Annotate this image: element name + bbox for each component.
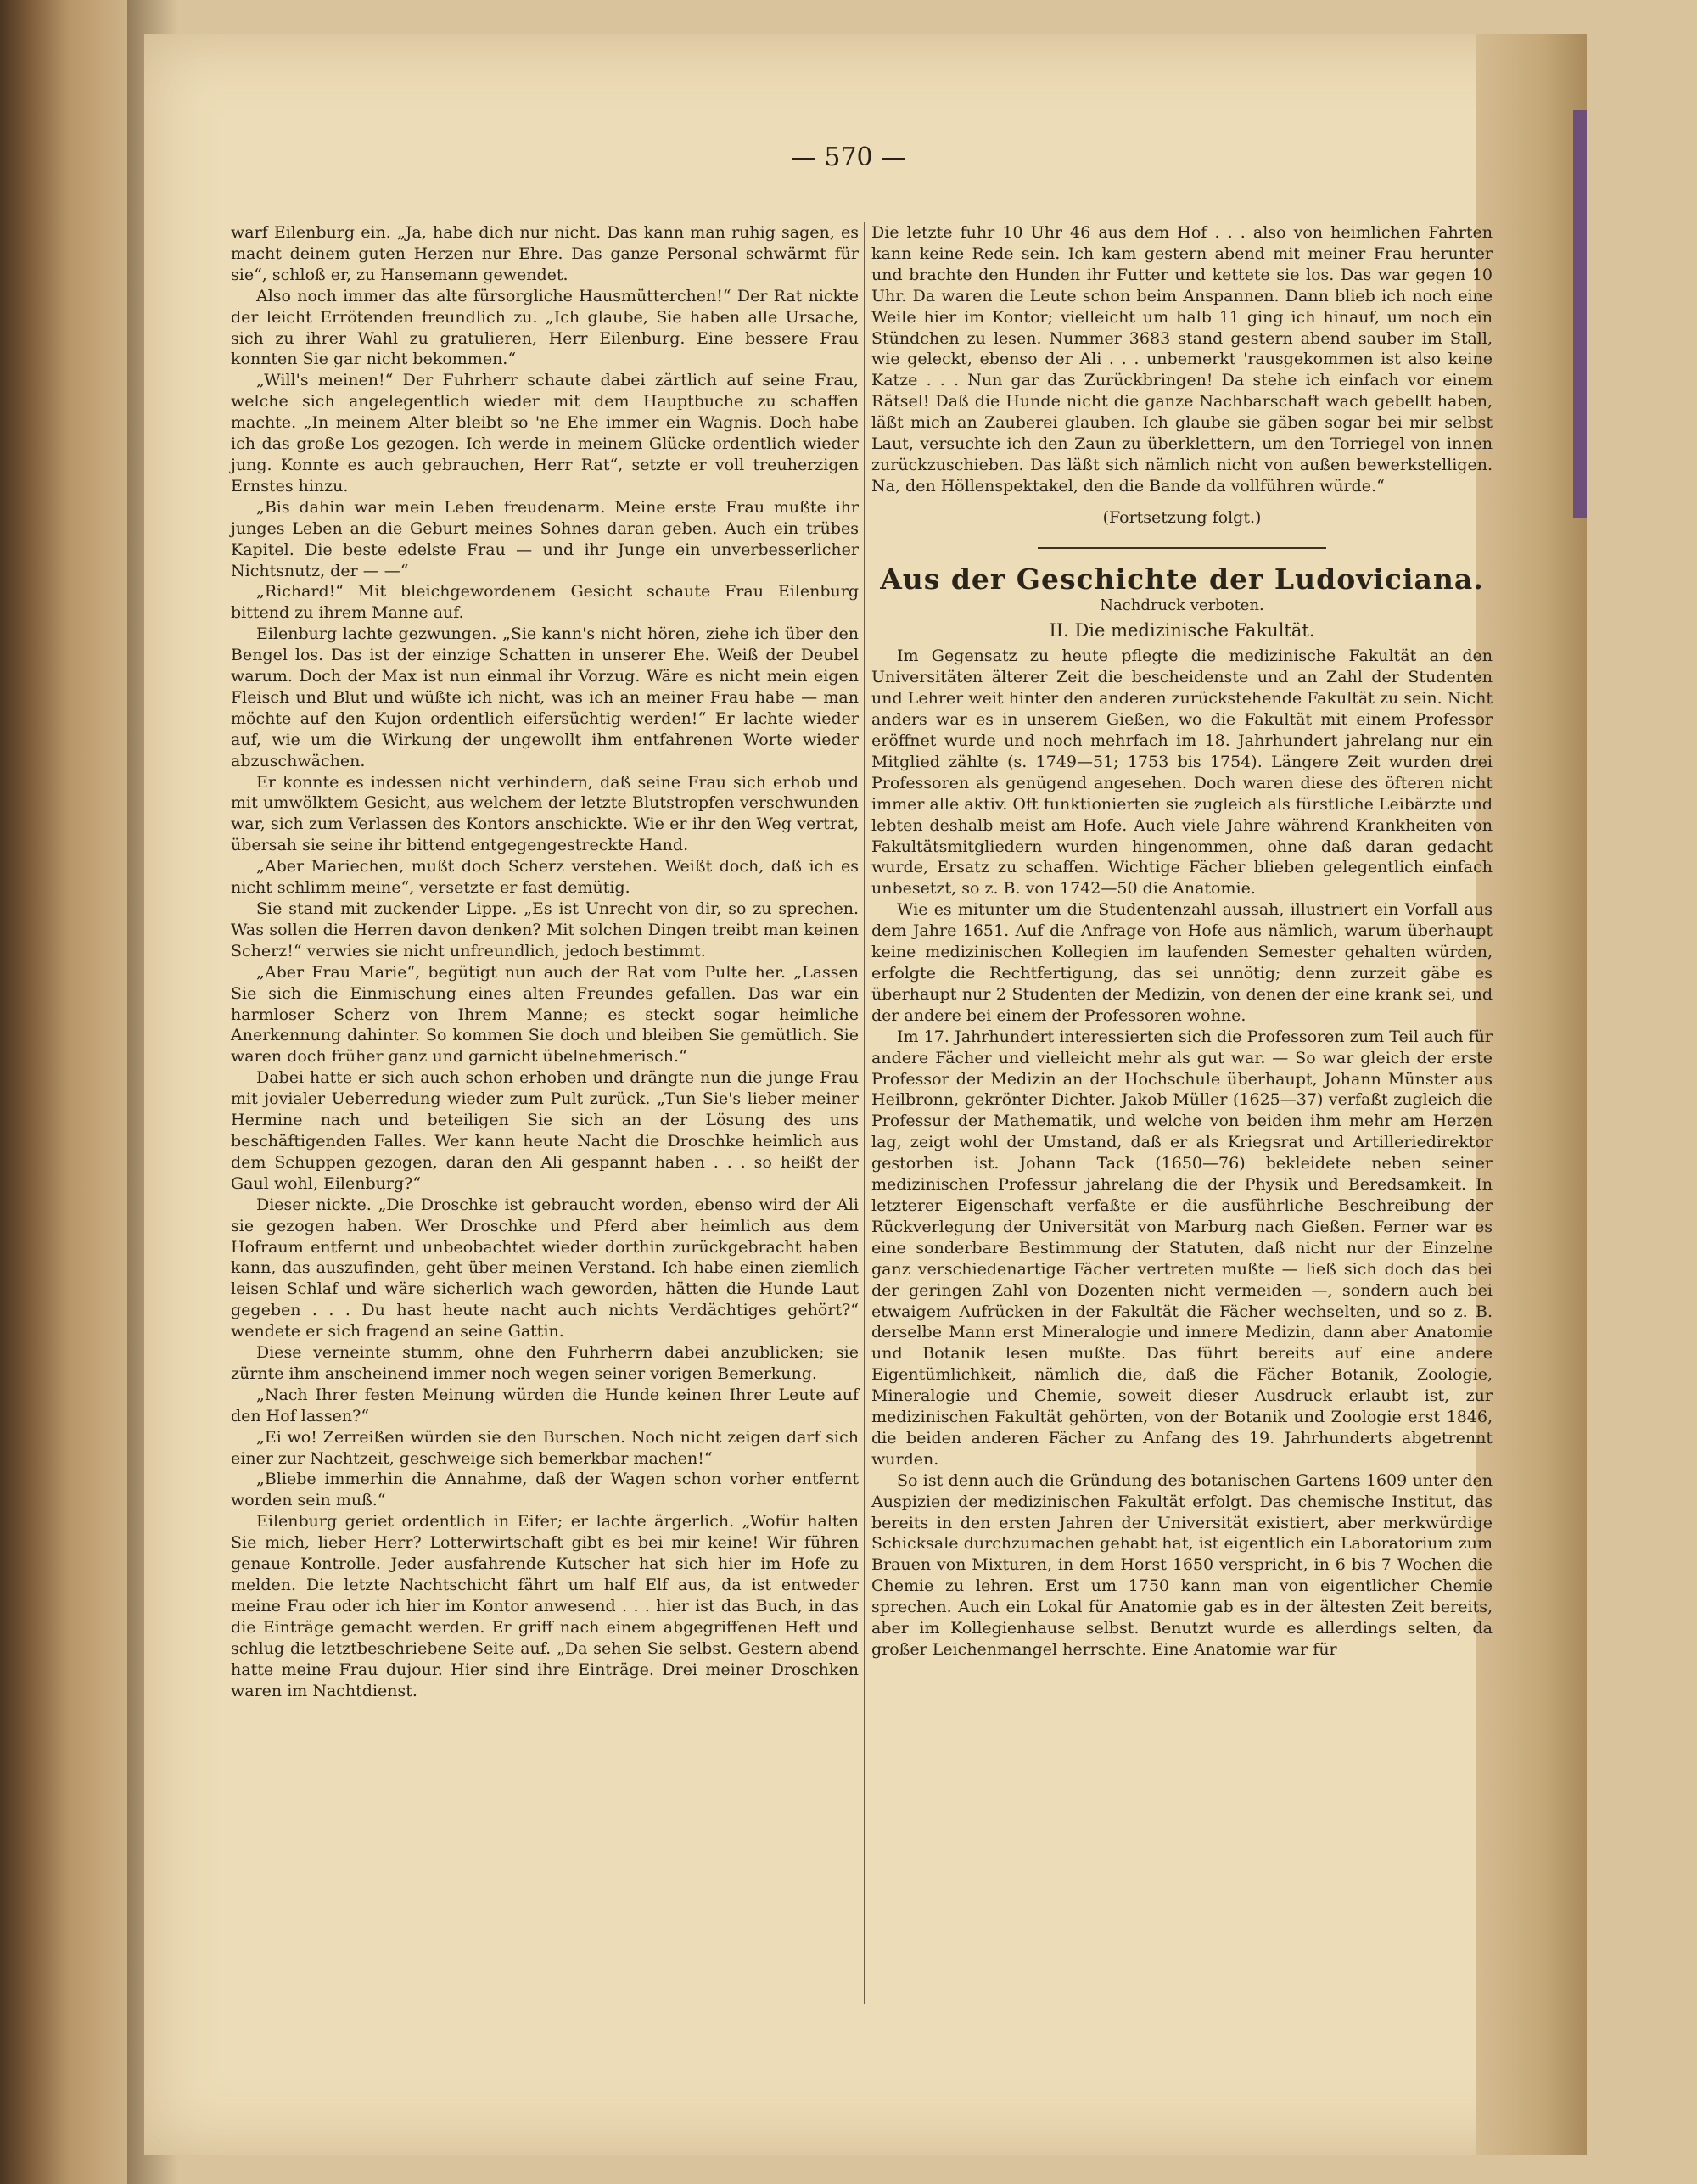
- paragraph: Eilenburg geriet ordentlich in Eifer; er lachte ärgerlich. „Wofür halten Sie mich, lieber Herr? Lotterwirtschaft gibt es bei mir keine! Wir führen genaue Kontrolle. Jeder ausfahrende Kutscher hat sich hier im Hofe zu melden. Die letzte Nachtschicht fährt um half Elf aus, da ist entweder meine Frau oder ich hier im Kontor anwesend . . . hier ist das Buch, in das die Einträge gemacht werden. Er griff nach einem abgegriffenen Heft und schlug die letztbeschriebene Seite auf. „Da sehen Sie selbst. Gestern abend hatte meine Frau dujour. Hier sind ihre Einträge. Drei meiner Droschken waren im Nachtdienst.: [231, 1512, 859, 1700]
- paragraph: „Nach Ihrer festen Meinung würden die Hunde keinen Ihrer Leute auf den Hof lassen?“: [231, 1385, 859, 1425]
- paragraph: Die letzte fuhr 10 Uhr 46 aus dem Hof . . . also von heimlichen Fahrten kann keine Rede sein. Ich kam gestern abend mit meiner Frau herunter und brachte den Hunden ihr Futter und kettete sie los. Das war gegen 10 Uhr. Da waren die Leute schon beim Anspannen. Dann blieb ich noch eine Weile hier im Kontor; vielleicht um halb 11 ging ich hinauf, um noch ein Stündchen zu lesen. Nummer 3683 stand gestern abend sauber im Stall, wie geleckt, ebenso der Ali . . . unbemerkt 'rausgekommen ist also keine Katze . . . Nun gar das Zurückbringen! Da stehe ich einfach vor einem Rätsel! Daß die Hunde nicht die ganze Nachbarschaft wach gebellt haben, läßt mich an Zauberei glauben. Ich glaube sie gäben sogar bei mir selbst Laut, versuchte ich den Zaun zu überklettern, um den Torriegel von innen zurückzuschieben. Das läßt sich nämlich nicht von außen bewerkstelligen. Na, den Höllenspektakel, den die Bande da vollführen würde.“: [871, 223, 1493, 496]
- right-column: [871, 222, 1493, 1660]
- section-heading: II. Die medizinische Fakultät.: [1049, 619, 1315, 641]
- paragraph: „Bliebe immerhin die Annahme, daß der Wagen schon vorher entfernt worden sein muß.“: [231, 1470, 859, 1510]
- book-spine: [0, 0, 127, 2184]
- paragraph: warf Eilenburg ein. „Ja, habe dich nur nicht. Das kann man ruhig sagen, es macht deinem guten Herzen nur Ehre. Das ganze Personal schwärmt für sie“, schloß er, zu Hansemann gewendet.: [231, 223, 859, 284]
- continuation-note: (Fortsetzung folgt.): [1102, 507, 1262, 527]
- paragraph: „Ei wo! Zerreißen würden sie den Burschen. Noch nicht zeigen darf sich einer zur Nachtzeit, geschweige sich bemerkbar machen!“: [231, 1427, 859, 1468]
- paragraph: Eilenburg lachte gezwungen. „Sie kann's nicht hören, ziehe ich über den Bengel los. Das ist der einzige Schatten in unserer Ehe. Weiß der Deubel warum. Doch der Max ist nun einmal ihr Vorzug. Wäre es nicht mein eigen Fleisch und Blut und wüßte ich nicht, was ich an meiner Frau habe — man möchte auf den Kujon ordentlich eifersüchtig werden!“ Er lachte wieder auf, wie um die Wirkung der ungewollt ihm entfahrenen Worte wieder abzuschwächen.: [231, 624, 859, 770]
- paragraph: So ist denn auch die Gründung des botanischen Gartens 1609 unter den Auspizien der medizinischen Fakultät erfolgt. Das chemische Institut, das bereits in den ersten Jahren der Universität existiert, aber merkwürdige Schicksale durchzumachen gehabt hat, ist eigentlich ein Laboratorium zum Brauen von Mixturen, in dem Horst 1650 verspricht, in 6 bis 7 Wochen die Chemie zu lehren. Erst um 1750 kann man von eigentlicher Chemie sprechen. Auch ein Lokal für Anatomie gab es in der ältesten Zeit bereits, aber im Kollegienhause selbst. Benutzt wurde es allerdings selten, da großer Leichenmangel herrschte. Eine Anatomie war für: [871, 1470, 1493, 1659]
- paragraph: Dabei hatte er sich auch schon erhoben und drängte nun die junge Frau mit jovialer Ueberredung wieder zum Pult zurück. „Tun Sie's lieber meiner Hermine nach und beteiligen Sie sich an der Lösung des uns beschäftigenden Falles. Wer kann heute Nacht die Droschke heimlich aus dem Schuppen gezogen, daran den Ali gespannt haben . . . so heißt der Gaul wohl, Eilenburg?“: [231, 1068, 859, 1193]
- paragraph: Diese verneinte stumm, ohne den Fuhrherrn dabei anzublicken; sie zürnte ihm anscheinend immer noch wegen seiner vorigen Bemerkung.: [231, 1343, 859, 1383]
- reprint-notice: Nachdruck verboten.: [1100, 596, 1264, 614]
- paragraph: Also noch immer das alte fürsorgliche Hausmütterchen!“ Der Rat nickte der leicht Errötenden freundlich zu. „Ich glaube, Sie haben alle Ursache, sich zu ihrer Wahl zu gratulieren, Herr Eilenburg. Eine bessere Frau konnten Sie gar nicht bekommen.“: [231, 286, 859, 369]
- paragraph: Sie stand mit zuckender Lippe. „Es ist Unrecht von dir, so zu sprechen. Was sollen die Herren davon denken? Mit solchen Dingen treibt man keinen Scherz!“ verwies sie nicht unfreundlich, jedoch bestimmt.: [231, 899, 859, 960]
- paragraph: Wie es mitunter um die Studentenzahl aussah, illustriert ein Vorfall aus dem Jahre 1651. Auf die Anfrage von Hofe aus nämlich, warum überhaupt keine medizinischen Kollegien im laufenden Semester gehalten würden, erfolgte die Rechtfertigung, das sei unnötig; denn zurzeit gäbe es überhaupt nur 2 Studenten der Medizin, von denen der eine krank sei, und der andere bei einem der Professoren wohne.: [871, 900, 1493, 1025]
- paragraph: „Will's meinen!“ Der Fuhrherr schaute dabei zärtlich auf seine Frau, welche sich angelegentlich wieder mit dem Hauptbuche zu schaffen machte. „In meinem Alter bleibt so 'ne Ehe immer ein Wagnis. Doch habe ich das große Los gezogen. Ich werde in meinem Glücke ordentlich wieder jung. Konnte es auch gebrauchen, Herr Rat“, setzte er voll treuherzigen Ernstes hinzu.: [231, 371, 859, 496]
- paragraph: Dieser nickte. „Die Droschke ist gebraucht worden, ebenso wird der Ali sie gezogen haben. Wer Droschke und Pferd aber heimlich aus dem Hofraum entfernt und unbeobachtet wieder dorthin zurückgebracht haben kann, das auszufinden, geht über meinen Verstand. Ich habe einen ziemlich leisen Schlaf und wäre sicherlich wach geworden, hätten die Hunde Laut gegeben . . . Du hast heute nacht auch nichts Verdächtiges gehört?“ wendete er sich fragend an seine Gattin.: [231, 1195, 859, 1341]
- paragraph: „Aber Mariechen, mußt doch Scherz verstehen. Weißt doch, daß ich es nicht schlimm meine“, versetzte er fast demütig.: [231, 857, 859, 898]
- paragraph: Im 17. Jahrhundert interessierten sich die Professoren zum Teil auch für andere Fächer und vielleicht mehr als gut war. — So war gleich der erste Professor der Medizin an der Hochschule überhaupt, Johann Münster aus Heilbronn, gekrönter Dichter. Jakob Müller (1625—37) verfaßt zugleich die Professur der Mathematik, und welche von beiden ihm mehr am Herzen lag, zeigt wohl der Umstand, daß er als Kriegsrat und Artilleriedirektor gestorben ist. Johann Tack (1650—76) bekleidete neben seiner medizinischen Professur jahrelang die der Physik und Beredsamkeit. In letzterer Eigenschaft verfaßte er die ausführliche Beschreibung der Rückverlegung der Universität von Marburg nach Gießen. Ferner war es eine sonderbare Bestimmung der Statuten, daß nicht nur der Einzelne ganz verschiedenartige Fächer vertreten mußte — ließ sich doch das bei der geringen Zahl von Dozenten nicht vermeiden —, sondern auch bei etwaigem Aufrücken in der Fakultät die Fächer wechselten, und so z. B. derselbe Mann erst Mineralogie und innere Medizin, dann aber Anatomie und Botanik lesen mußte. Das führt bereits auf eine andere Eigentümlichkeit, nämlich die, daß die Fächer Botanik, Zoologie, Mineralogie und Chemie, soweit dieser Ausdruck erlaubt ist, zur medizinischen Fakultät gehörten, von der Botanik und Zoologie erst 1846, die beiden anderen Fächer zu Anfang des 19. Jahrhunderts abgetrennt wurden.: [871, 1027, 1493, 1469]
- page-number: — 570 —: [790, 143, 907, 172]
- paragraph: „Aber Frau Marie“, begütigt nun auch der Rat vom Pulte her. „Lassen Sie sich die Einmischung eines alten Freundes gefallen. Das war ein harmloser Scherz von Ihrem Manne; es steckt sogar heimliche Anerkennung dahinter. So kommen Sie doch und bleiben Sie gemütlich. Sie waren doch früher ganz und garnicht übelnehmerisch.“: [231, 962, 859, 1067]
- column-divider: [864, 222, 865, 2004]
- page-edge: [1476, 34, 1587, 2155]
- paragraph: „Richard!“ Mit bleichgewordenem Gesicht schaute Frau Eilenburg bittend zu ihrem Manne auf.: [231, 582, 859, 623]
- section-rule: [1038, 547, 1326, 549]
- paragraph: „Bis dahin war mein Leben freudenarm. Meine erste Frau mußte ihr junges Leben an die Geburt meines Sohnes daran geben. Auch ein trübes Kapitel. Die beste edelste Frau — und ihr Junge ein unverbesserlicher Nichtsnutz, der — —“: [231, 497, 859, 580]
- paragraph: Er konnte es indessen nicht verhindern, daß seine Frau sich erhob und mit umwölktem Gesicht, aus welchem der letzte Blutstropfen verschwunden war, sich zum Verlassen des Kontors anschickte. Wie er ihr den Weg vertrat, übersah sie seine ihr bittend entgegengestreckte Hand.: [231, 772, 859, 855]
- article-title: Aus der Geschichte der Ludoviciana.: [880, 562, 1484, 596]
- paragraph: Im Gegensatz zu heute pflegte die medizinische Fakultät an den Universitäten älterer Zeit die bescheidenste und an Zahl der Studenten und Lehrer weit hinter den anderen zurückstehende Fakultät zu sein. Nicht anders war es in unserem Gießen, wo die Fakultät mit einem Professor eröffnet wurde und noch mehrfach im 18. Jahrhundert jahrelang nur ein Mitglied zählte (s. 1749—51; 1753 bis 1754). Längere Zeit wurden drei Professoren als genügend angesehen. Doch waren diese des öfteren nicht immer alle aktiv. Oft funktionierten sie zugleich als fürstliche Leibärzte und lebten deshalb meist am Hofe. Auch viele Jahre während Krankheiten von Fakultätsmitgliedern wurden hingenommen, ohne daß daran gedacht wurde, Ersatz zu schaffen. Wichtige Fächer blieben gelegentlich einfach unbesetzt, so z. B. von 1742—50 die Anatomie.: [871, 647, 1493, 899]
- left-column: [231, 222, 859, 1701]
